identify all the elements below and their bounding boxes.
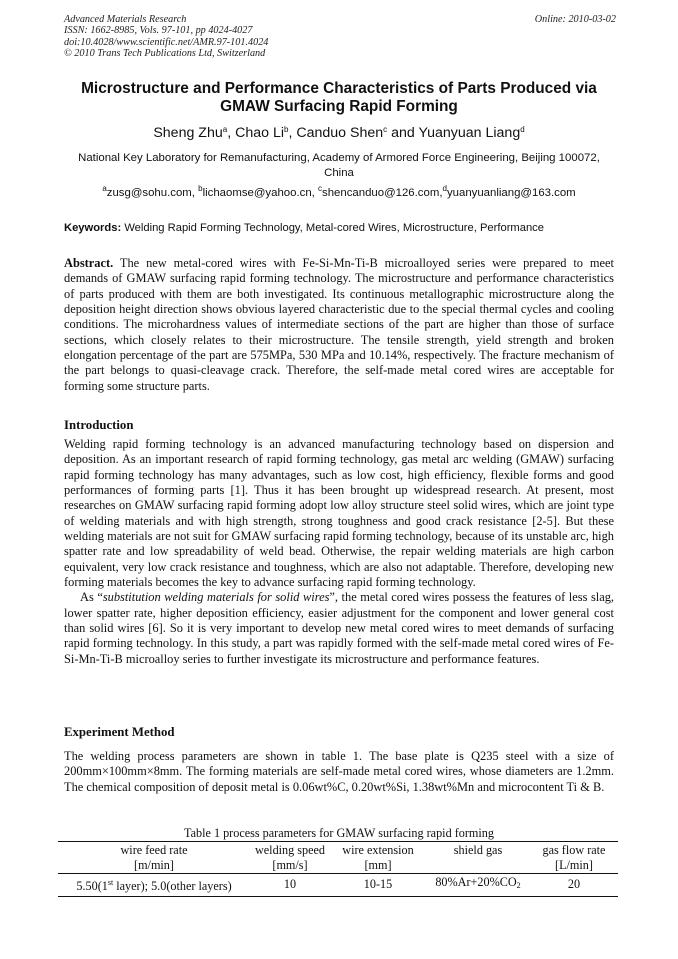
- email-link[interactable]: zusg@sohu.com: [106, 187, 192, 199]
- author-mark: d: [520, 125, 525, 134]
- keywords-label: Keywords:: [64, 222, 122, 234]
- author-name: Canduo Shen: [296, 125, 384, 141]
- author-separator: ,: [288, 125, 297, 141]
- author-separator: and: [387, 125, 419, 141]
- column-header: welding speed: [250, 842, 330, 858]
- affiliation: National Key Laboratory for Remanufacturing, Academy of Armored Force Engineering, Beijing 100072, China: [78, 152, 600, 179]
- cell-gas-flow-rate: 20: [530, 874, 618, 897]
- email-separator: ,: [191, 187, 199, 199]
- italic-phrase: substitution welding materials for solid wires: [102, 590, 330, 605]
- cell-text: 5.50(1: [76, 878, 108, 893]
- introduction-paragraph-1: Welding rapid forming technology is an advanced manufacturing technology based on dispersion and deposition. As an important research of rapid forming technology, gas metal arc welding (GMAW) surfacing rapid forming technology has many advantages, such as low cost, high efficiency, flexible forms and good performances of forming parts [1]. Thus it has been brought up widespread research. At present, most researches on GMAW surfacing rapid forming adopt low alloy structure steel solid wires, which are joint type of welding materials and with high strength, strong toughness and good crack resistance [2-5]. But these welding materials are not suit for GMAW surfacing rapid forming technology, because of its unstable arc, high spatter rate and low spreadability of weld bead. Otherwise, the repair welding materials are high carbon equivalent, very low crack resistance and toughness, which are also not adaptable. Therefore, developing new forming materials becomes the key to advance surfacing rapid forming technology.: [64, 437, 614, 590]
- abstract-label: Abstract.: [64, 256, 114, 270]
- email-mark: a: [102, 184, 107, 193]
- cell-welding-speed: 10: [250, 874, 330, 897]
- column-unit: [mm/s]: [250, 858, 330, 874]
- paragraph-text: ”, the metal cored wires possess the features of less slag, lower spatter rate, higher deposition efficiency, easier adjustment for the component and lower general cost than solid wires [6]. So it is very important to develop new metal cored wires to meet demands of surfacing rapid forming technology. In this study, a part was rapidly formed with the self-made metal cored wires of Fe-Si-Mn-Ti-B microalloy series to further investigate its microstructure and performance features.: [64, 590, 614, 666]
- introduction-body: [64, 437, 614, 667]
- email-mark: b: [198, 184, 203, 193]
- author-mark: b: [284, 125, 289, 134]
- experiment-body: The welding process parameters are shown in table 1. The base plate is Q235 steel with a size of 200mm×100mm×8mm. The forming materials are self-made metal cored wires, whose diameters are 1.2mm. The chemical composition of deposit metal is 0.06wt%C, 0.20wt%Si, 1.38wt%Mn and microcontent Ti & B.: [64, 749, 614, 794]
- cell-wire-feed-rate: [58, 874, 250, 897]
- email-link[interactable]: shencanduo@126.com: [322, 187, 440, 199]
- abstract-text: The new metal-cored wires with Fe-Si-Mn-Ti-B microalloyed series were prepared to meet demands of GMAW surfacing rapid forming technology. The microstructure and performance characteristics of parts produced with them are both investigated. Its continuous metallographic microstructure along the deposition height direction shows obvious layered characteristic due to the special thermal cycles and cooling conditions. The microhardness values of intermediate sections of the part are higher than those of surface sections, which closely relates to their microstructure. The tensile strength, yield strength and broken elongation percentage of the part are 575MPa, 530 MPa and 10.14%, respectively. The fracture mechanism of the part belongs to quasi-cleavage crack. Therefore, the self-made metal cored wires are acceptable for forming some structure parts.: [64, 256, 614, 393]
- cell-text: 80%Ar+20%CO: [435, 875, 517, 890]
- cell-subscript: 2: [516, 881, 521, 891]
- cell-wire-extension: 10-15: [330, 874, 426, 897]
- email-separator: ,: [311, 187, 318, 199]
- journal-header: [64, 14, 616, 60]
- introduction-paragraph-2: [64, 590, 614, 667]
- email-link[interactable]: yuanyuanliang@163.com: [446, 187, 576, 199]
- email-mark: c: [318, 184, 322, 193]
- table-row: [58, 874, 618, 897]
- column-header: shield gas: [426, 842, 530, 858]
- email-list: [50, 186, 628, 200]
- issn-line: ISSN: 1662-8985, Vols. 97-101, pp 4024-4027: [64, 25, 253, 37]
- paragraph-text: As “: [80, 590, 103, 605]
- column-header: wire extension: [330, 842, 426, 858]
- doi-line[interactable]: doi:10.4028/www.scientific.net/AMR.97-101.4024: [64, 36, 269, 48]
- email-mark: d: [442, 184, 447, 193]
- journal-name: Advanced Materials Research: [64, 14, 187, 25]
- abstract: [64, 256, 614, 394]
- title-line-2: GMAW Surfacing Rapid Forming: [220, 98, 458, 115]
- author-name: Chao Li: [235, 125, 284, 141]
- online-date: Online: 2010-03-02: [534, 14, 616, 25]
- column-unit: [426, 858, 530, 874]
- table-caption: Table 1 process parameters for GMAW surfacing rapid forming: [184, 826, 494, 840]
- table-unit-row: [58, 858, 618, 874]
- column-unit: [mm]: [330, 858, 426, 874]
- column-header: gas flow rate: [530, 842, 618, 858]
- email-separator: ,: [439, 187, 443, 199]
- keywords-text: Welding Rapid Forming Technology, Metal-cored Wires, Microstructure, Performance: [124, 222, 544, 234]
- cell-shield-gas: [426, 874, 530, 897]
- table-header-row: [58, 842, 618, 858]
- author-separator: ,: [227, 125, 236, 141]
- author-name: Yuanyuan Liang: [418, 125, 521, 141]
- author-list: [50, 125, 628, 142]
- column-unit: [L/min]: [530, 858, 618, 874]
- keywords-line: [64, 221, 624, 235]
- cell-text: layer); 5.0(other layers): [113, 878, 232, 893]
- author-mark: a: [222, 125, 228, 134]
- process-parameters-table: [58, 841, 618, 897]
- experiment-heading: Experiment Method: [64, 725, 175, 739]
- column-unit: [m/min]: [58, 858, 250, 874]
- column-header: wire feed rate: [58, 842, 250, 858]
- introduction-heading: Introduction: [64, 418, 134, 432]
- author-name: Sheng Zhu: [153, 125, 223, 141]
- title-line-1: Microstructure and Performance Characteristics of Parts Produced via: [81, 80, 597, 97]
- copyright-line: © 2010 Trans Tech Publications Ltd, Switzerland: [64, 48, 266, 60]
- email-link[interactable]: lichaomse@yahoo.cn: [202, 187, 312, 199]
- cell-superscript: st: [107, 877, 114, 887]
- paper-title: [50, 80, 628, 116]
- author-mark: c: [383, 125, 388, 134]
